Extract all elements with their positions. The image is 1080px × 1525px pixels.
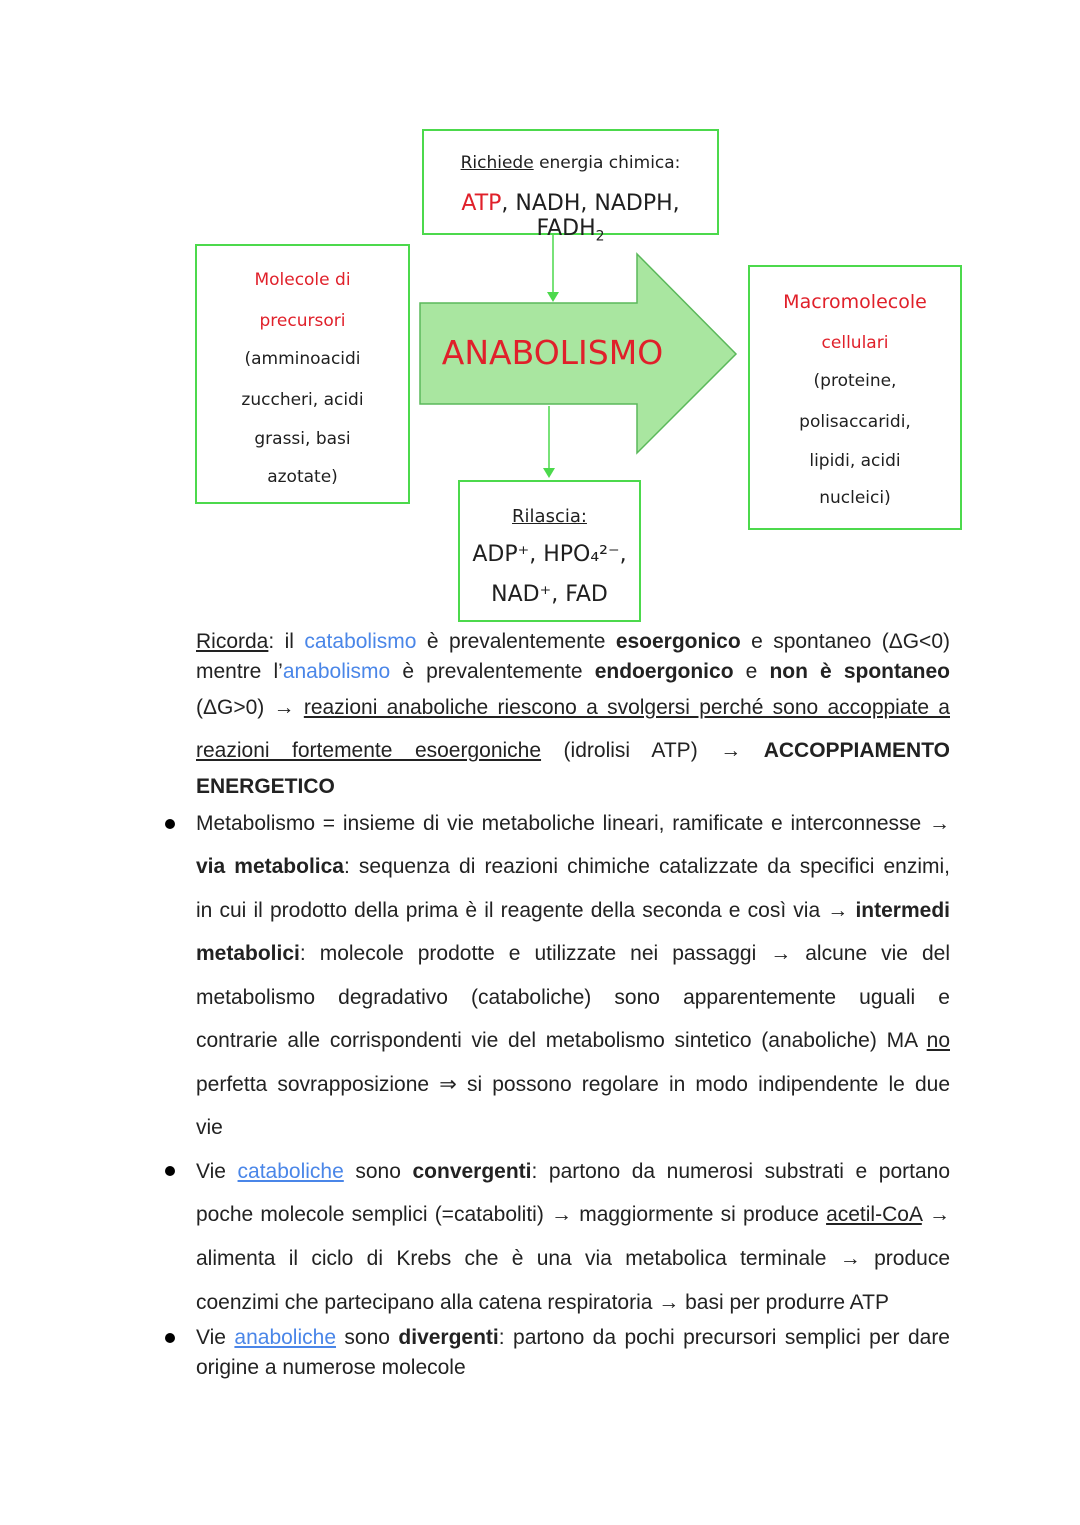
bullet-line: poche molecole semplici (=cataboliti) → maggiormente si produce acetil-CoA → (196, 1203, 950, 1226)
note-line: ENERGETICO (196, 775, 335, 798)
precursor-line: (amminoacidi (244, 349, 361, 369)
bullet-line: coenzimi che partecipano alla catena respiratoria → basi per produrre ATP (196, 1291, 889, 1314)
precursor-line: Molecole di (254, 270, 351, 290)
energy-input-arrow-head (547, 292, 559, 302)
bullet-line: in cui il prodotto della prima è il reagente della seconda e così via → intermedi (196, 899, 950, 922)
bullet-line: metabolici: molecole prodotte e utilizzate nei passaggi → alcune vie del (196, 942, 950, 965)
note-line: reazioni fortemente esoergoniche (idrolisi ATP) → ACCOPPIAMENTO (196, 739, 950, 762)
anaboliche-link[interactable]: anaboliche (234, 1326, 336, 1349)
release-line: ADP⁺, HPO₄²⁻, (472, 542, 627, 567)
release-line: Rilascia: (512, 506, 587, 527)
macro-line: nucleici) (819, 488, 891, 508)
bullet-line: vie (196, 1116, 223, 1139)
release-output-arrow-head (543, 468, 555, 478)
bullet-line: Vie cataboliche sono convergenti: partono da numerosi substrati e portano (196, 1160, 950, 1183)
precursor-molecules-box (195, 244, 410, 504)
note-line: Ricorda: il catabolismo è prevalentemente esoergonico e spontaneo (ΔG<0) (196, 630, 950, 653)
note-line: (ΔG>0) → reazioni anaboliche riescono a svolgersi perché sono accoppiate a (196, 696, 950, 719)
precursor-line: azotate) (267, 467, 338, 487)
energy-box-line1: Richiede energia chimica: (460, 153, 681, 173)
macro-line: Macromolecole (783, 291, 927, 313)
bullet-line: via metabolica: sequenza di reazioni chimiche catalizzate da specifici enzimi, (196, 855, 951, 878)
macro-line: (proteine, (813, 371, 897, 391)
precursor-line: precursori (259, 311, 346, 331)
bullet-line: Vie anaboliche sono divergenti: partono da pochi precursori semplici per dare (196, 1326, 950, 1349)
release-line: NAD⁺, FAD (491, 582, 608, 607)
bullet-line: perfetta sovrapposizione ⇒ si possono regolare in modo indipendente le due (196, 1073, 950, 1096)
energy-required-box (422, 129, 719, 245)
energy-box-line2: ATP, NADH, NADPH, $FADH_2$ (461, 191, 680, 245)
precursor-line: grassi, basi (254, 429, 351, 449)
macro-line: cellulari (821, 333, 889, 353)
bullet-line: contrarie alle corrispondenti vie del metabolismo sintetico (anaboliche) MA no (196, 1029, 950, 1052)
bullet-line: origine a numerose molecole (196, 1356, 466, 1379)
bullet-dot (165, 1333, 175, 1343)
note-line: mentre l’anabolismo è prevalentemente endoergonico e non è spontaneo (196, 660, 951, 683)
released-products-box (458, 480, 641, 622)
precursor-line: zuccheri, acidi (241, 390, 364, 410)
bullet-dot (165, 819, 175, 829)
bullet-line: alimenta il ciclo di Krebs che è una via metabolica terminale → produce (196, 1247, 950, 1270)
cellular-macromolecules-box (748, 265, 962, 530)
bullet-dot (165, 1166, 175, 1176)
macro-line: lipidi, acidi (809, 451, 901, 471)
bullet-line: Metabolismo = insieme di vie metaboliche lineari, ramificate e interconnesse → (196, 812, 950, 835)
anabolism-label: ANABOLISMO (441, 333, 664, 372)
macro-line: polisaccaridi, (799, 412, 911, 432)
cataboliche-link[interactable]: cataboliche (237, 1160, 344, 1183)
bullet-line: metabolismo degradativo (cataboliche) sono apparentemente uguali e (196, 986, 950, 1009)
